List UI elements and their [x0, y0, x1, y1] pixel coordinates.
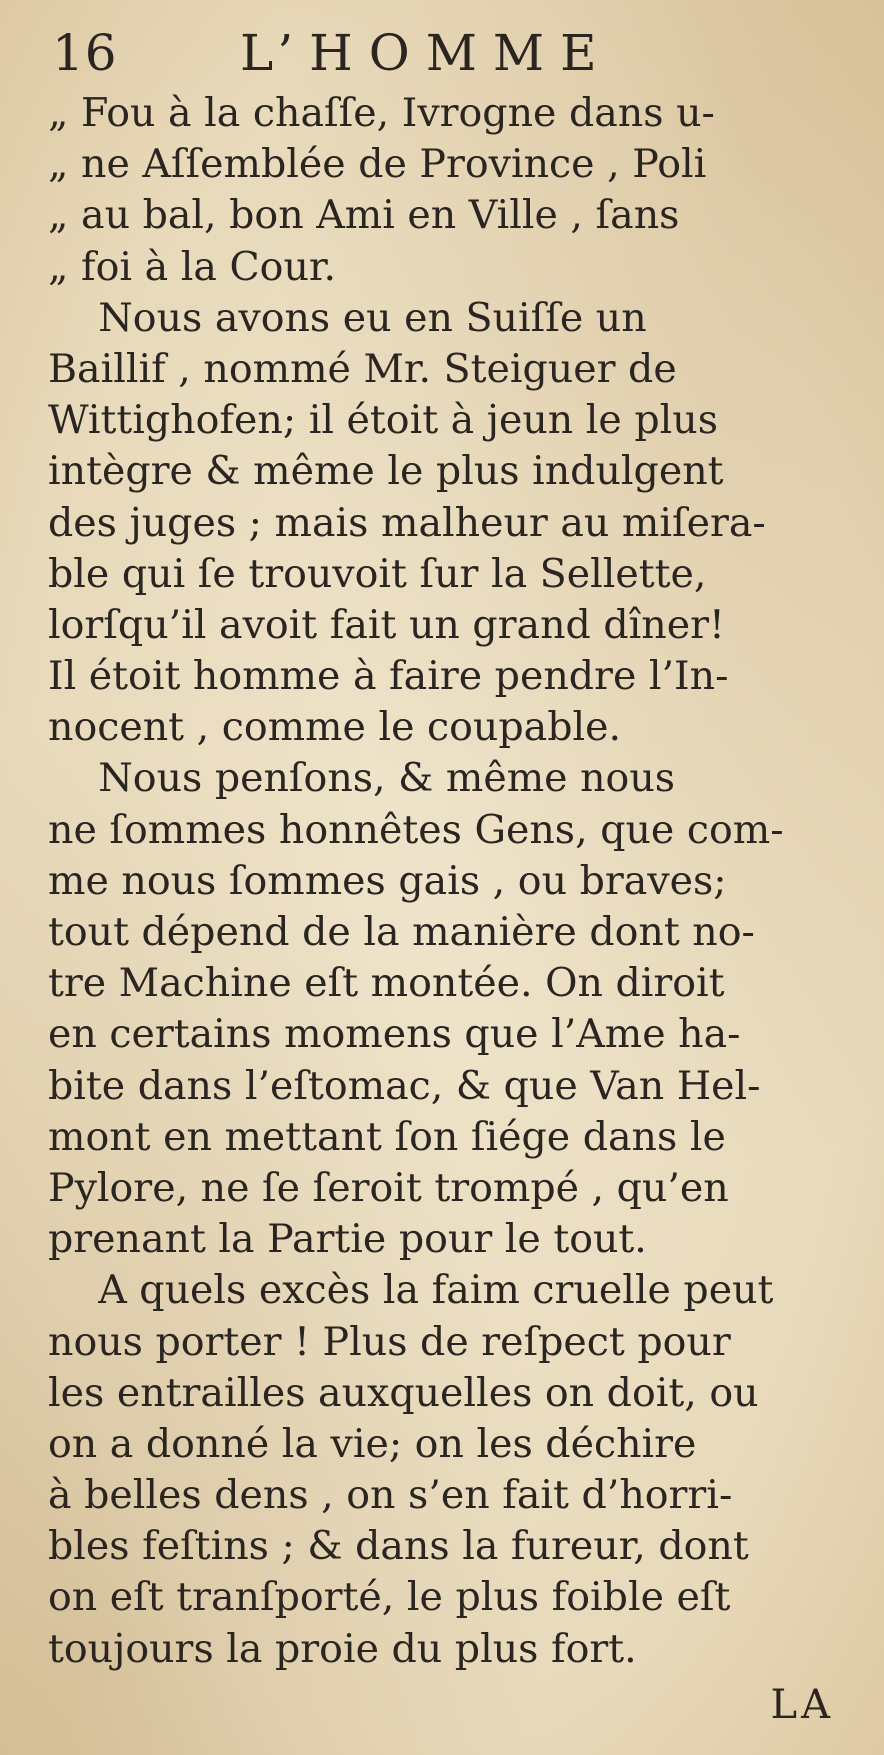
text-line: „ au bal, bon Ami en Ville , ſans: [48, 192, 680, 239]
text-line: bite dans l’eſtomac, & que Van Hel-: [48, 1062, 761, 1109]
text-line: ble qui ſe trouvoit ſur la Sellette,: [48, 550, 707, 597]
text-line: Pylore, ne ſe ſeroit trompé , qu’en: [48, 1164, 729, 1211]
running-head: L’HOMME: [240, 24, 613, 82]
text-line: A quels excès la faim cruelle peut: [48, 1267, 774, 1314]
text-line: Wittighofen; il étoit à jeun le plus: [48, 397, 718, 444]
text-line: Baillif , nommé Mr. Steiguer de: [48, 345, 677, 392]
text-line: à belles dens , on s’en fait d’horri-: [48, 1472, 733, 1519]
text-line: on eſt tranſporté, le plus foible eſt: [48, 1574, 731, 1621]
text-line: Nous avons eu en Suiſſe un: [48, 294, 647, 341]
text-line: on a donné la vie; on les déchire: [48, 1420, 697, 1467]
text-line: intègre & même le plus indulgent: [48, 448, 724, 495]
text-line: tout dépend de la manière dont no-: [48, 909, 755, 955]
text-line: lorſqu’il avoit fait un grand dîner!: [48, 601, 725, 648]
catchword: LA: [770, 1682, 834, 1728]
text-line: „ foi à la Cour.: [48, 243, 336, 290]
text-line: prenant la Partie pour le tout.: [48, 1216, 647, 1263]
text-line: tre Machine eſt montée. On diroit: [48, 960, 725, 1007]
text-line: „ ne Aſſemblée de Province , Poli: [48, 141, 707, 188]
text-line: nocent , comme le coupable.: [48, 704, 622, 751]
text-line: nous porter ! Plus de reſpect pour: [48, 1318, 731, 1365]
text-line: des juges ; mais malheur au miſera-: [48, 499, 766, 546]
text-line: Nous penſons, & même nous: [48, 755, 676, 802]
page-header: [52, 18, 832, 88]
text-line: toujours la proie du plus fort.: [48, 1625, 637, 1672]
text-line: mont en mettant ſon ſiége dans le: [48, 1113, 726, 1160]
text-line: les entrailles auxquelles on doit, ou: [48, 1369, 759, 1416]
page-number: 16: [52, 24, 118, 82]
text-line: Il étoit homme à faire pendre l’In-: [48, 653, 729, 700]
body-text: [48, 88, 848, 1675]
text-line: ne ſommes honnêtes Gens, que com-: [48, 806, 784, 853]
text-line: en certains momens que l’Ame ha-: [48, 1011, 741, 1058]
text-line: bles feſtins ; & dans la fureur, dont: [48, 1523, 749, 1570]
text-line: „ Fou à la chaſſe, Ivrogne dans u-: [48, 90, 715, 136]
text-line: me nous ſommes gais , ou braves;: [48, 857, 727, 904]
